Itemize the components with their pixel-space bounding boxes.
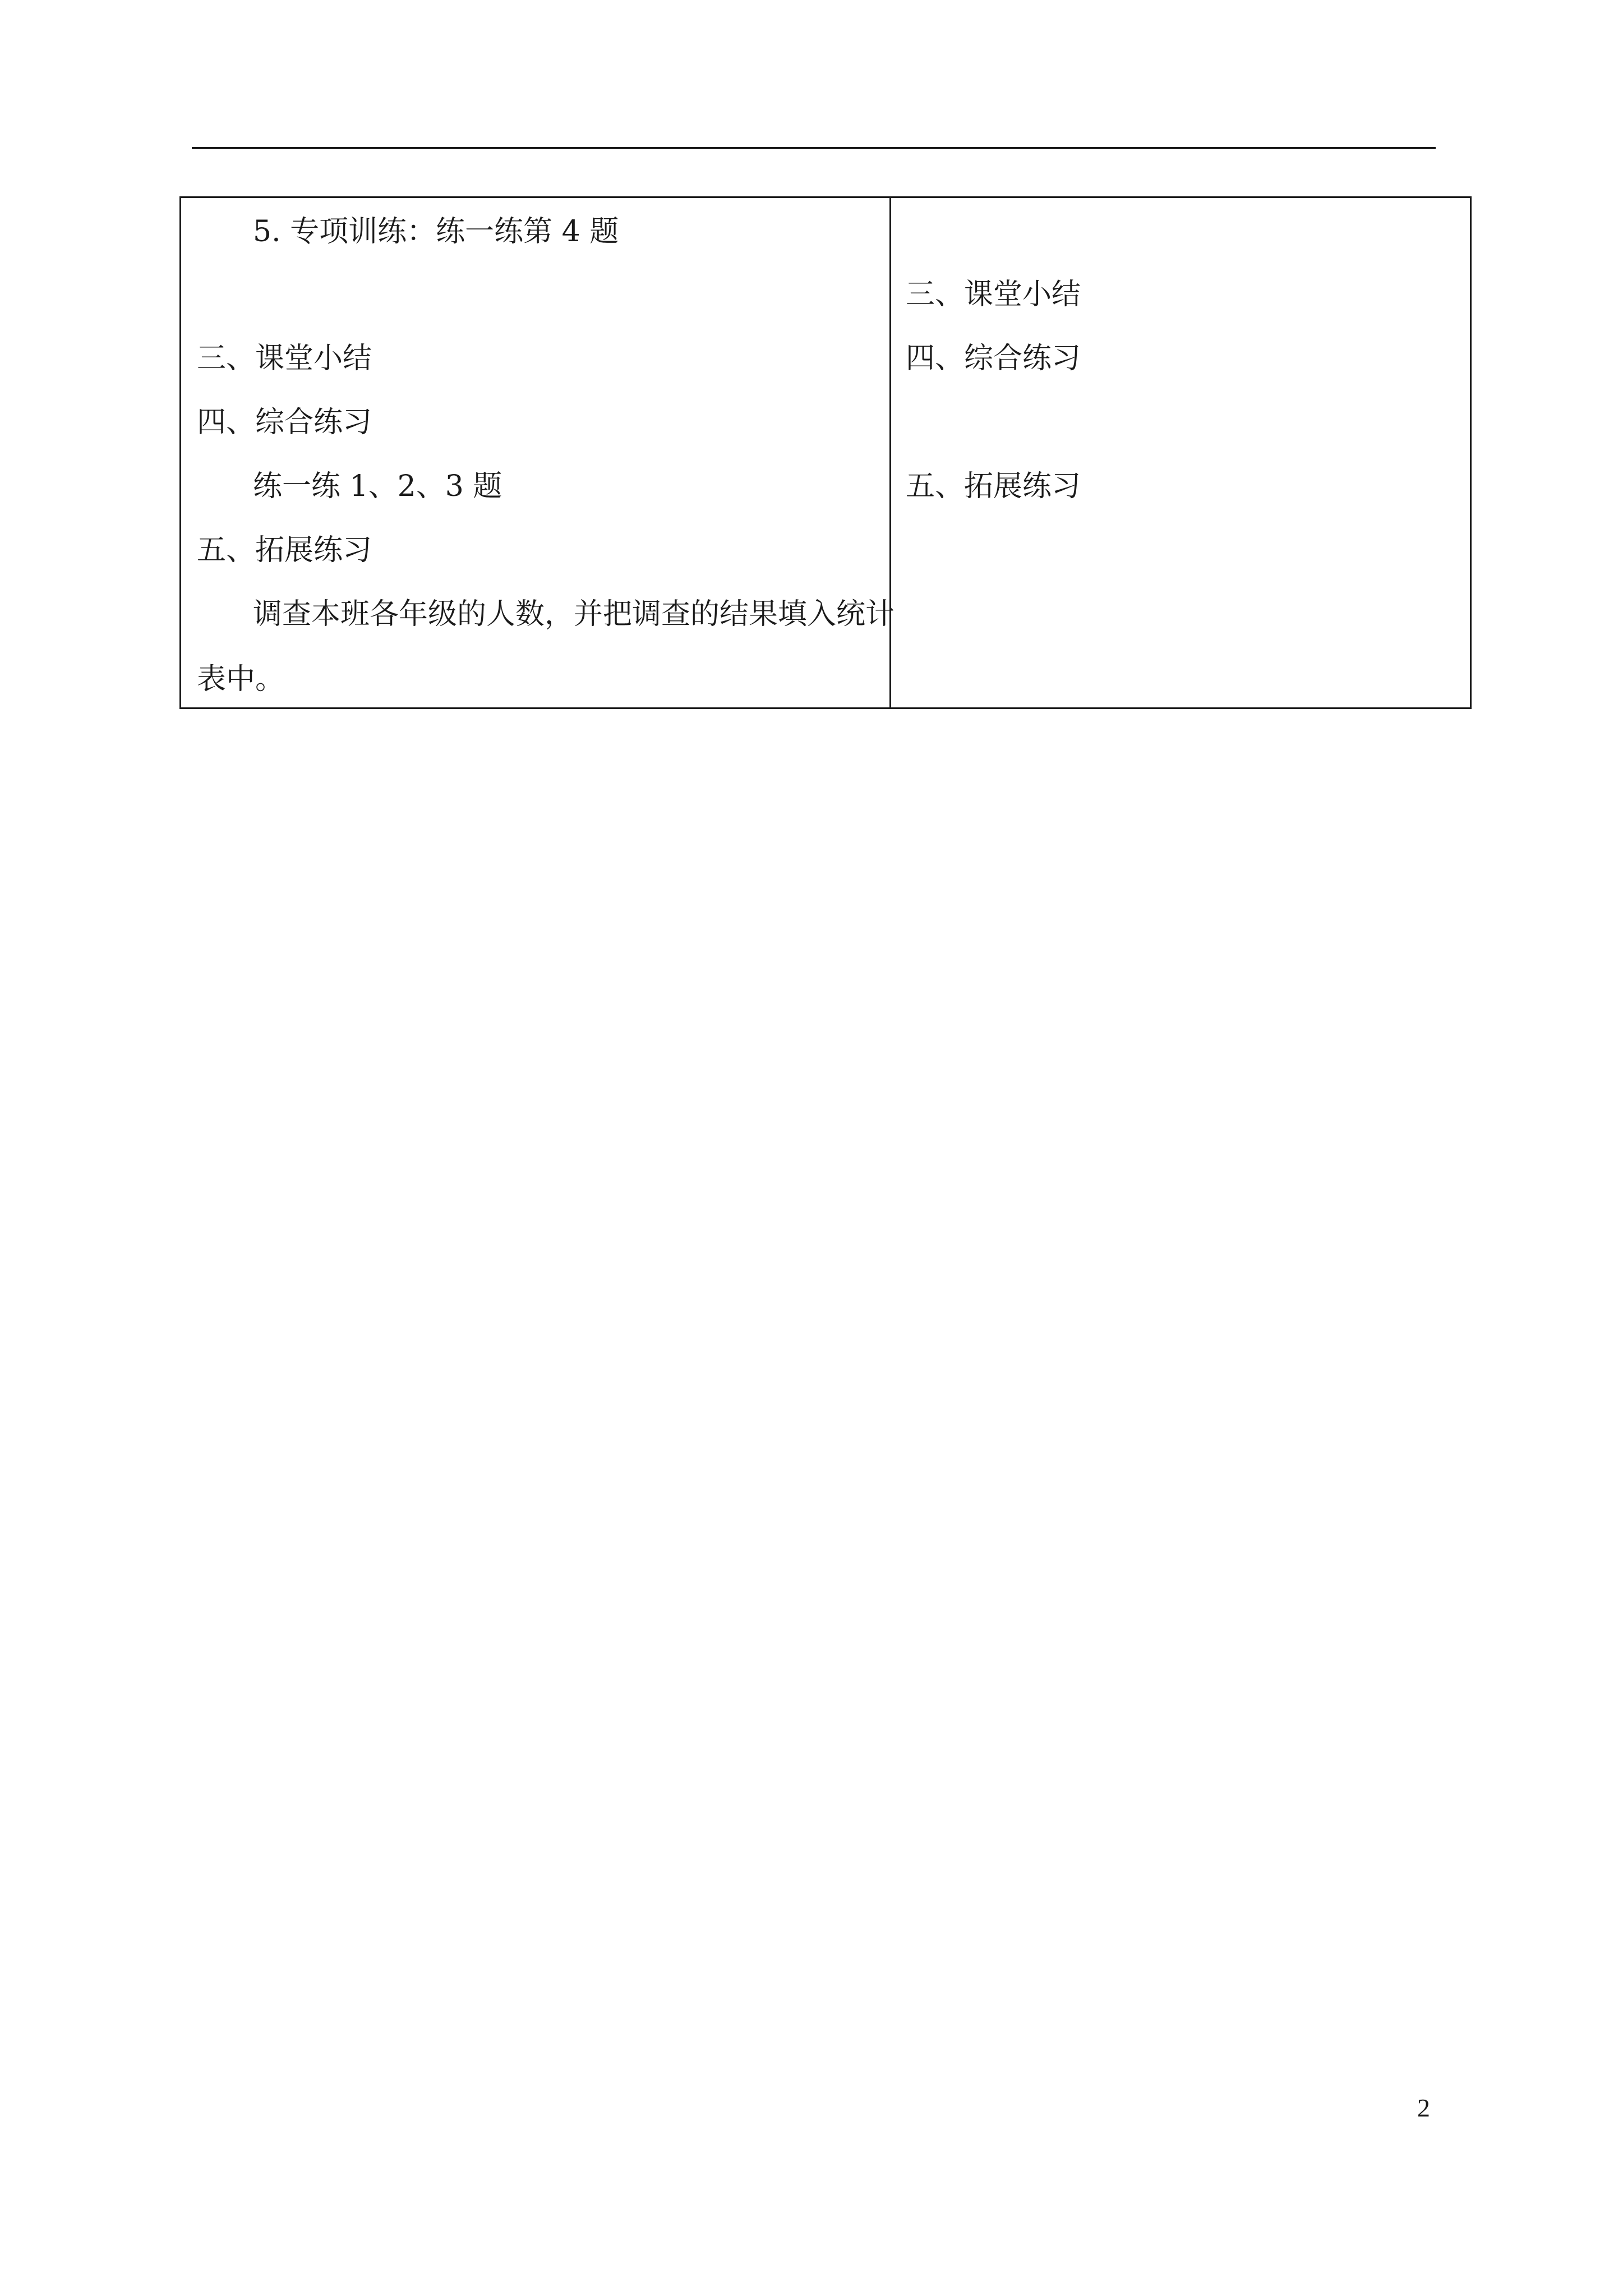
header-rule [192, 147, 1436, 149]
left-line-special-training: 5. 专项训练：练一练第 4 题 [253, 215, 619, 249]
right-line-class-summary: 三、课堂小结 [906, 278, 1081, 311]
lesson-table [179, 196, 1472, 709]
left-line-survey-task-cont: 表中。 [197, 662, 285, 696]
right-line-comprehensive-practice: 四、综合练习 [906, 342, 1081, 375]
left-line-exercise-items: 练一练 1、2、3 题 [253, 470, 502, 503]
left-line-survey-task: 调查本班各年级的人数，并把调查的结果填入统计 [253, 597, 895, 631]
right-line-extension-practice: 五、拓展练习 [906, 470, 1081, 503]
left-line-comprehensive-practice: 四、综合练习 [197, 406, 372, 439]
left-line-class-summary: 三、课堂小结 [197, 342, 372, 375]
page-number: 2 [1417, 2093, 1430, 2122]
left-line-extension-practice: 五、拓展练习 [197, 533, 372, 567]
